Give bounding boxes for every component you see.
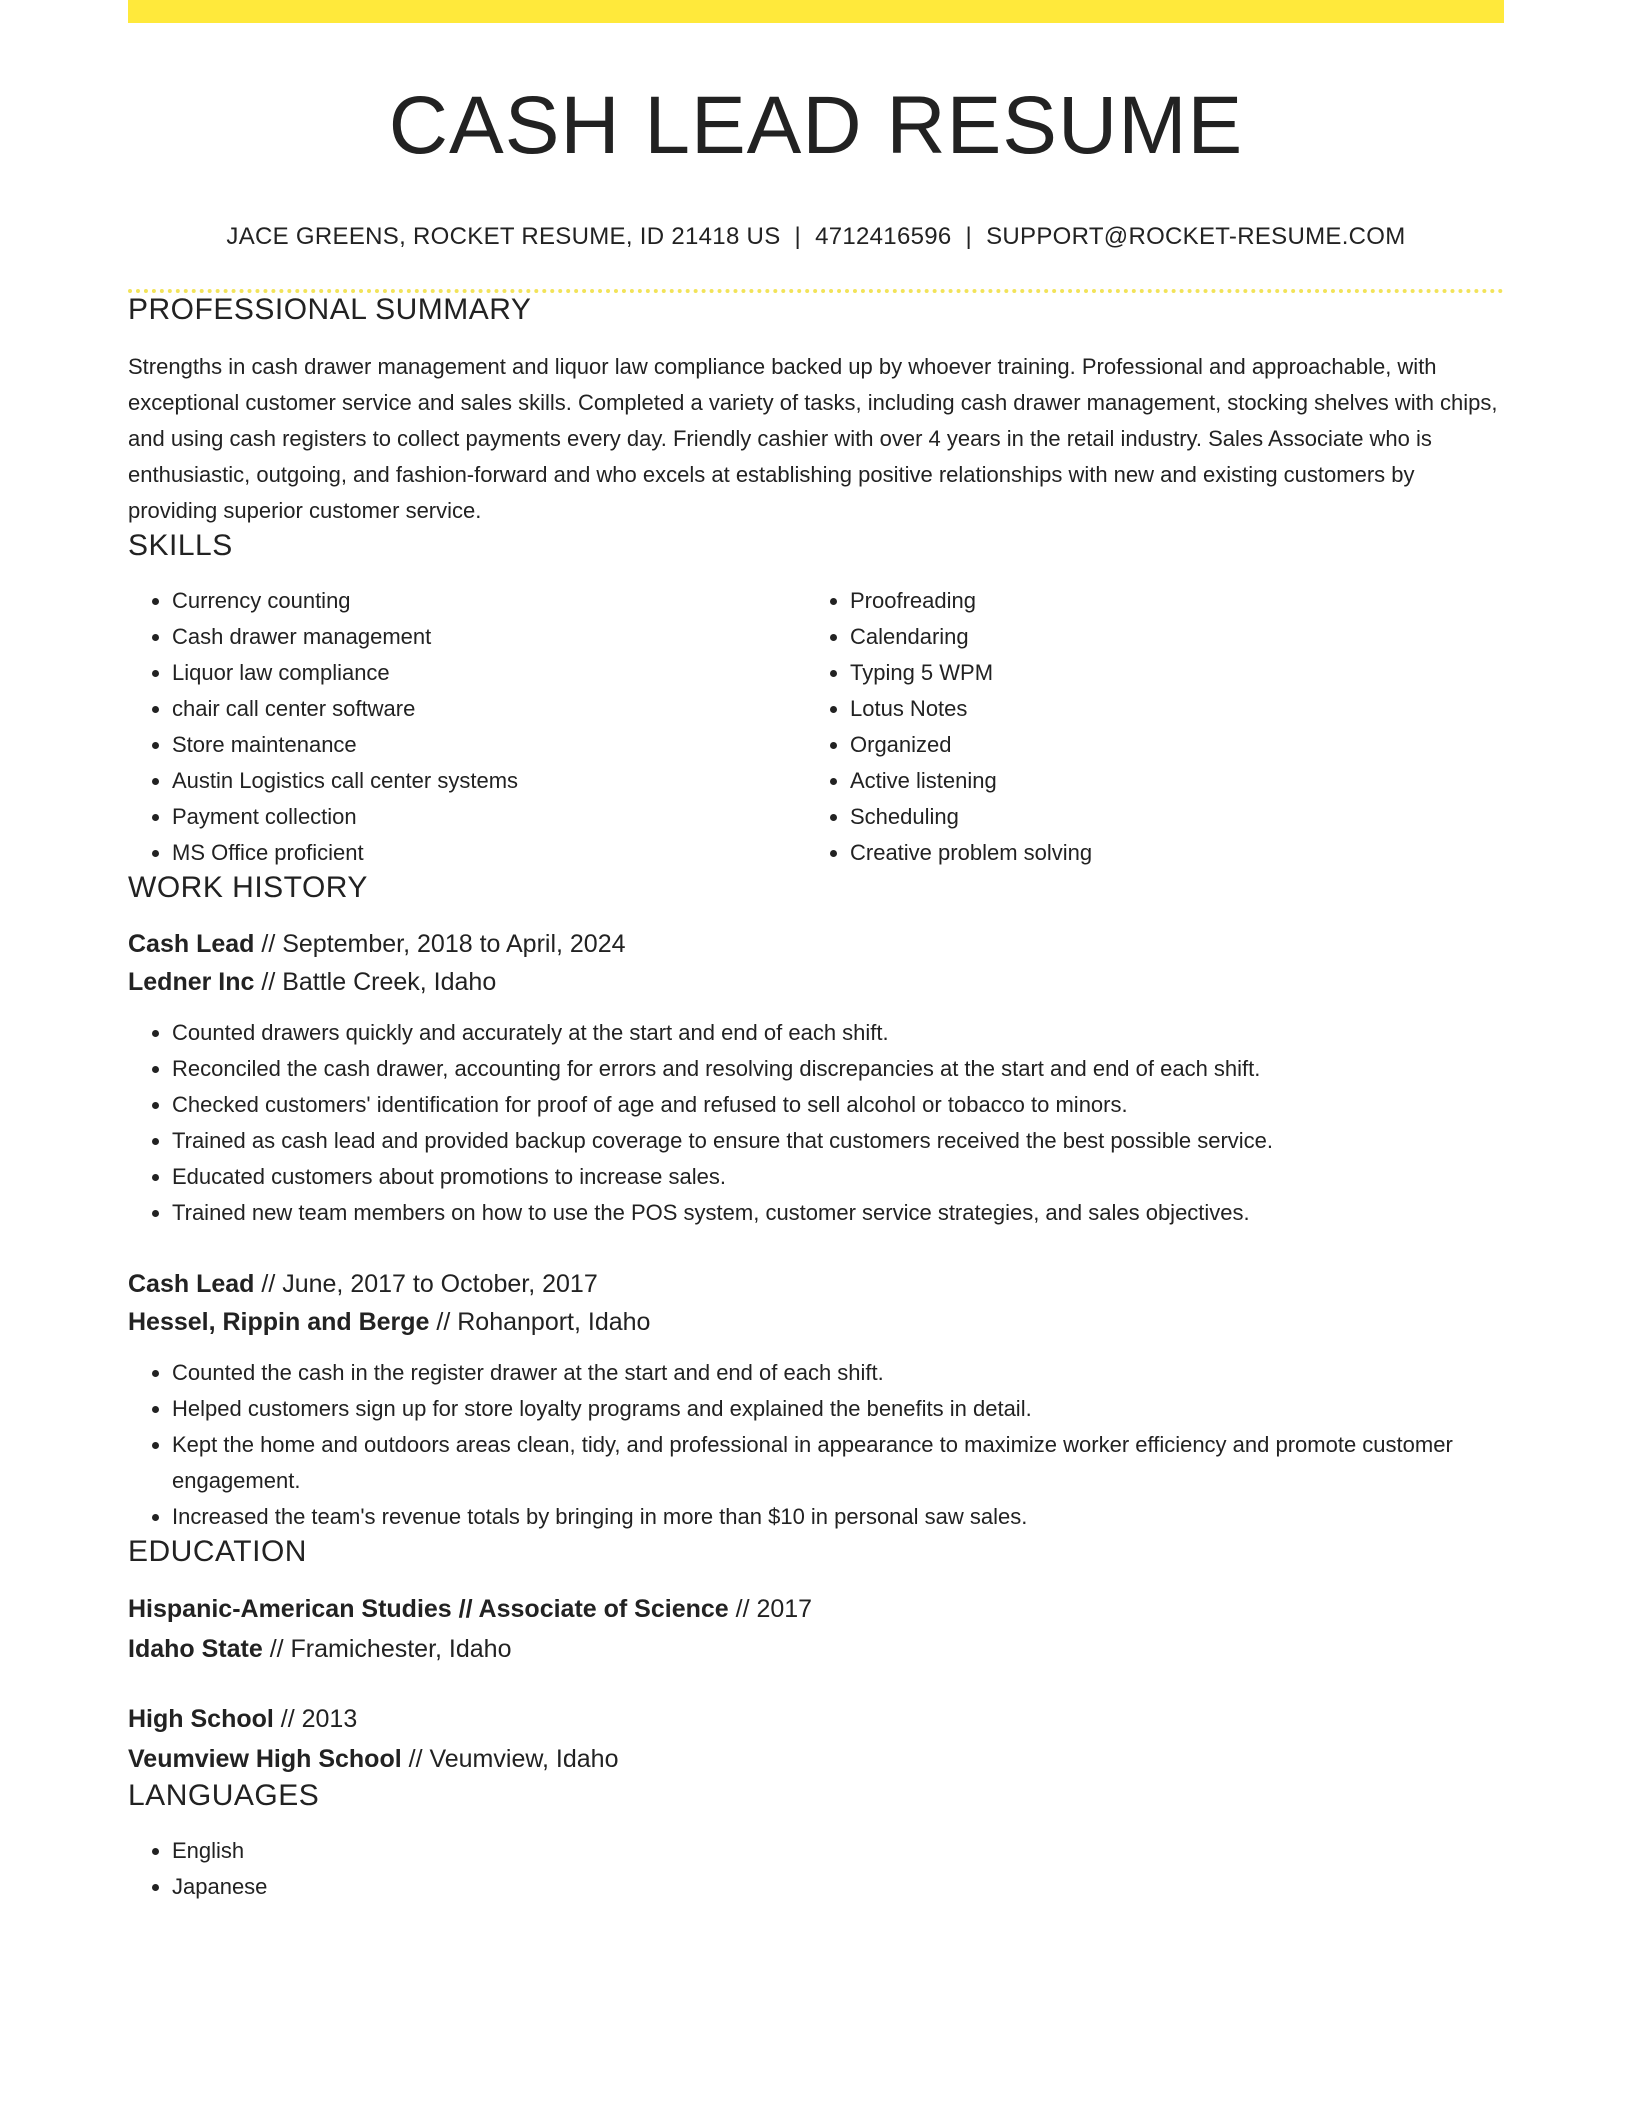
job-bullet: • Counted drawers quickly and accurately at the start and end of each shift. [172, 1015, 1504, 1051]
skill-item: • Payment collection [172, 799, 806, 835]
skill-item: • Lotus Notes [850, 691, 1504, 727]
job-bullet: • Counted the cash in the register drawer at the start and end of each shift. [172, 1355, 1504, 1391]
job-title: Cash Lead [128, 1270, 255, 1299]
job-bullet: • Educated customers about promotions to increase sales. [172, 1159, 1504, 1195]
job-bullet: • Reconciled the cash drawer, accounting for errors and resolving discrepancies at the start and end of each shift. [172, 1051, 1504, 1087]
skill-item: • MS Office proficient [172, 835, 806, 871]
summary-text: Strengths in cash drawer management and liquor law compliance backed up by whoever training. Professional and approachable, with exceptional customer service and sales skills. Completed a variety of tasks, including cash drawer management, stocking shelves with chips, and using cash registers to collect payments every day. Friendly cashier with over 4 years in the retail industry. Sales Associate who is enthusiastic, outgoing, and fashion-forward and who excels at establishing positive relationships with new and existing customers by providing superior customer service. [128, 354, 1498, 524]
skill-item: • Creative problem solving [850, 835, 1504, 871]
job-bullet: • Kept the home and outdoors areas clean, tidy, and professional in appearance to maximize worker efficiency and promote customer engagement. [172, 1427, 1504, 1499]
education-school: Veumview High School [128, 1745, 402, 1774]
education-degree-line [128, 1589, 1504, 1629]
contact-separator: | [965, 223, 973, 251]
education-year: // 2017 [728, 1595, 813, 1624]
skill-item: • chair call center software [172, 691, 806, 727]
languages-list [128, 1833, 1504, 1905]
job-bullet: • Trained as cash lead and provided backup coverage to ensure that customers received the best possible service. [172, 1123, 1504, 1159]
skill-item: • Active listening [850, 763, 1504, 799]
contact-line [128, 223, 1504, 251]
education-degree: Hispanic-American Studies // Associate of Science [128, 1595, 729, 1624]
skill-item: • Organized [850, 727, 1504, 763]
skill-item: • Proofreading [850, 583, 1504, 619]
job-company-line [128, 1303, 1504, 1341]
skills-heading: SKILLS [128, 529, 233, 563]
education-school: Idaho State [128, 1635, 263, 1664]
job-company: Hessel, Rippin and Berge [128, 1308, 430, 1337]
education-location: // Framichester, Idaho [262, 1635, 512, 1664]
education-year: // 2013 [273, 1705, 358, 1734]
skill-item: • Austin Logistics call center systems [172, 763, 806, 799]
education-entry [128, 1699, 1504, 1779]
job-bullet: • Increased the team's revenue totals by bringing in more than $10 in personal saw sales. [172, 1499, 1504, 1535]
skill-item: • Store maintenance [172, 727, 806, 763]
skill-item: • Typing 5 WPM [850, 655, 1504, 691]
skill-item: • Scheduling [850, 799, 1504, 835]
top-accent-bar [128, 0, 1504, 23]
job-bullet: • Checked customers' identification for proof of age and refused to sell alcohol or tobacco to minors. [172, 1087, 1504, 1123]
education-entry [128, 1589, 1504, 1669]
contact-phone: 4712416596 [815, 223, 952, 251]
job-title-line [128, 1265, 1504, 1303]
job-bullets [128, 1015, 1504, 1231]
education-school-line [128, 1629, 1504, 1669]
job-bullets [128, 1355, 1504, 1535]
job-company-line [128, 963, 1504, 1001]
contact-separator: | [794, 223, 802, 251]
job-entry [128, 925, 1504, 1231]
summary-heading: PROFESSIONAL SUMMARY [128, 293, 532, 327]
skill-item: • Cash drawer management [172, 619, 806, 655]
job-title: Cash Lead [128, 930, 255, 959]
contact-email: SUPPORT@ROCKET-RESUME.COM [986, 223, 1406, 251]
skills-left-list [128, 583, 806, 871]
skill-item: • Currency counting [172, 583, 806, 619]
job-title-line [128, 925, 1504, 963]
education-school-line [128, 1739, 1504, 1779]
resume-page [128, 0, 1504, 1905]
languages-heading: LANGUAGES [128, 1779, 320, 1813]
job-location: // Battle Creek, Idaho [254, 968, 497, 997]
resume-title: CASH LEAD RESUME [388, 80, 1244, 171]
work-history-heading: WORK HISTORY [128, 871, 368, 905]
job-location: // Rohanport, Idaho [429, 1308, 651, 1337]
education-degree-line [128, 1699, 1504, 1739]
skill-item: • Liquor law compliance [172, 655, 806, 691]
job-bullet: • Trained new team members on how to use the POS system, customer service strategies, and sales objectives. [172, 1195, 1504, 1231]
education-location: // Veumview, Idaho [401, 1745, 619, 1774]
job-bullet: • Helped customers sign up for store loyalty programs and explained the benefits in detail. [172, 1391, 1504, 1427]
language-item: • English [172, 1833, 1504, 1869]
skills-right-list [806, 583, 1504, 871]
contact-address: JACE GREENS, ROCKET RESUME, ID 21418 US [226, 223, 781, 251]
job-entry [128, 1265, 1504, 1535]
job-company: Ledner Inc [128, 968, 255, 997]
skills-columns [128, 583, 1504, 871]
education-heading: EDUCATION [128, 1535, 307, 1569]
skill-item: • Calendaring [850, 619, 1504, 655]
job-dates: // September, 2018 to April, 2024 [254, 930, 626, 959]
language-item: • Japanese [172, 1869, 1504, 1905]
education-degree: High School [128, 1705, 274, 1734]
job-dates: // June, 2017 to October, 2017 [254, 1270, 598, 1299]
